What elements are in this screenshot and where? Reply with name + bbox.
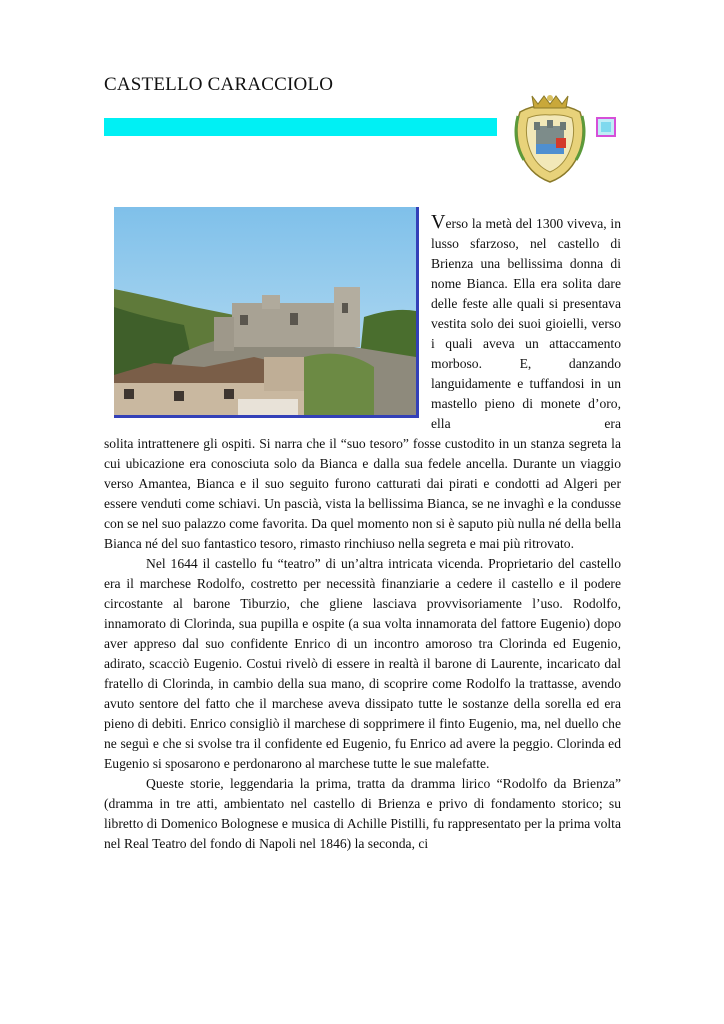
drop-cap: V: [431, 211, 446, 233]
page-title: CASTELLO CARACCIOLO: [104, 74, 334, 95]
paragraph-2: Nel 1644 il castello fu “teatro” di un’altra intricata vicenda. Proprietario del castello era il marchese Rodolfo, costretto per necessità finanziarie a cedere il castello e il podere circostante al barone Tiburzio, che gliene lasciava provvisoriamente l’uso. Rodolfo, innamorato di Clorinda, sua pupilla e ospite (a sua volta innamorata del fattore Eugenio) dopo aver appreso dal suo confidente Enrico di un incontro amoroso tra Clorinda ed Eugenio, adirato, scacciò Eugenio. Costui rivelò di essere in realtà il barone di Laurente, incaricato dal fratello di Clorinda, in cambio della sua mano, di scoprire come Rodolfo la trattasse, avendo avuto sentore del fatto che il marchese aveva dissipato tutte le sostanze della sorella ed era pieno di debiti. Enrico consigliò il marchese di sopprimere il finto Eugenio, ma, nel duello che ne seguì e che si svolse tra il confidente ed Eugenio, fu Enrico ad avere la peggio. Clorinda ed Eugenio si sposarono e perdonarono al marchese tutte le sue malefatte.: [104, 556, 621, 771]
article-body: [104, 212, 621, 854]
paragraph-1-continued: solita intrattenere gli ospiti. Si narra che il “suo tesoro” fosse custodito in un stanza segreta la cui ubicazione era conosciuta solo da Bianca e dalla sua fedele ancella. Durante un viaggio verso Amantea, Bianca e il suo seguito furono catturati dai pirati e condotti ad Algeri per essere venduti come schiavi. Un pascià, vista la bellissima Bianca, se ne invaghì e la condusse con se nel suo palazzo come favorita. Da quel momento non si è saputo più nulla né della bella Bianca né del suo fantastico tesoro, rimasto rinchiuso nella segreta e mai più ritrovato.: [104, 436, 621, 551]
color-swatch: [596, 117, 616, 137]
paragraph-3: Queste storie, leggendaria la prima, tratta da dramma lirico “Rodolfo da Brienza” (dramma in tre atti, ambientato nel castello di Brienza e privo di fondamento storico; su libretto di Domenico Bolognese e musica di Achille Pistilli, fu rappresentato per la prima volta nel Real Teatro del fondo di Napoli nel 1846) la seconda, ci: [104, 776, 621, 851]
side-column: [431, 212, 621, 434]
decorative-bar: [104, 118, 497, 136]
side-text: erso la metà del 1300 viveva, in lusso sfarzoso, nel castello di Brienza una bellissima donna di nome Bianca. Ella era solita dare delle feste alle quali si presentava vestita solo dei suoi gioielli, verso i quali aveva un attaccamento morboso. E, danzando languidamente e tuffandosi in un mastello pieno di monete d’oro, ella era: [431, 216, 621, 431]
coat-of-arms-icon: [514, 90, 586, 184]
